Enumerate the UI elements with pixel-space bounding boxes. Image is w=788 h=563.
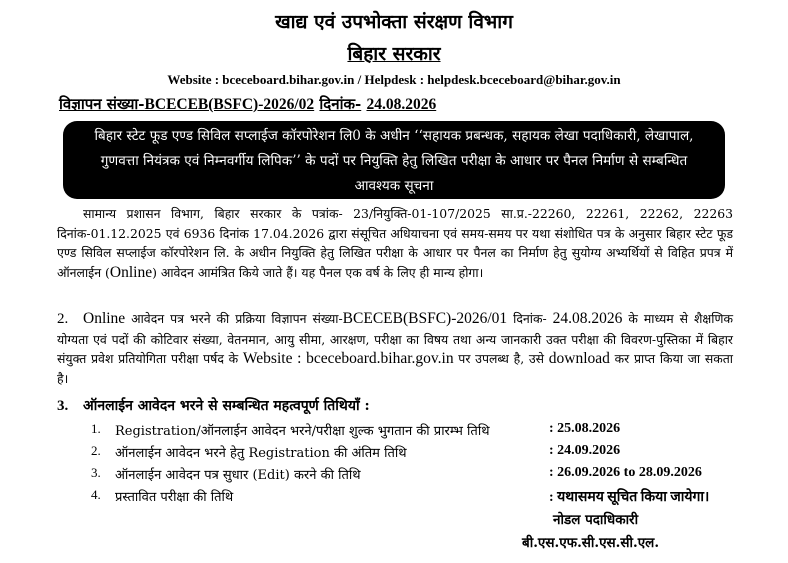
paragraph-2 — [57, 309, 733, 388]
advertisement-label: विज्ञापन संख्या- — [59, 95, 145, 113]
section-3-number: 3. — [57, 398, 69, 414]
advertisement-number: BCECEB(BSFC)-2026/02 — [144, 96, 315, 113]
paragraph-1-text-a: सामान्य प्रशासन विभाग, बिहार सरकार के पत्रांक- 23/नियुक्ति-01-107/2025 सा.प्र.-22260, 22261, 22262, 22263 दिनांक-01.12.2025 एवं 6936 दिनांक 17.04.2026 द्वारा संसूचित अधियाचना एवं समय-समय पर यथा संशोधित पत्र के अनुसार बिहार स्टेट फूड एण्ड सिविल सप्लाईज कॉरपोरेशन लि. के अधीन नियुक्ति हेतु लिखित परीक्षा के आधार पर पैनल का निर्माण हेतु सुयोग्य अभ्यर्थियों से विहित प्रपत्र में ऑनलाईन ( — [57, 206, 734, 280]
date-row-value: : 24.09.2026 — [549, 443, 621, 458]
paragraph-2-text-e: कर प्राप्त किया जा सकता है। — [57, 351, 733, 386]
important-dates-title: ऑनलाईन आवेदन भरने से सम्बन्धित महत्वपूर्ण तिथियाँ : — [83, 398, 370, 414]
important-dates-heading — [57, 396, 370, 415]
signatory-organization: बी.एस.एफ.सी.एस.सी.एल. — [522, 535, 660, 551]
advertisement-date-label: दिनांक- — [319, 95, 362, 113]
paragraph-2-text-c: के माध्यम से शैक्षणिक योग्यता एवं पदों की कोटिवार संख्या, वेतनमान, आयु सीमा, आरक्षण, परीक्षा का विषय तथा अन्य जानकारी उक्त परीक्षा की विवरण-पुस्तिका में बिहार संयुक्त प्रवेश प्रतियोगिता परीक्षा पर्षद के — [57, 311, 733, 366]
online-term: Online — [109, 263, 153, 281]
paragraph-2-number: 2. — [57, 311, 69, 327]
government-title — [55, 40, 733, 66]
online-term-2: Online — [83, 310, 126, 327]
notice-banner: बिहार स्टेट फूड एण्ड सिविल सप्लाईज कॉरपोरेशन लि0 के अधीन ‘‘सहायक प्रबन्धक, सहायक लेखा पदाधिकारी, लेखापाल, गुणवत्ता नियंत्रक एवं निम्नवर्गीय लिपिक’’ के पदों पर नियुक्ति हेतु लिखित परीक्षा के आधार पर पैनल निर्माण से सम्बन्धित आवश्यक सूचना — [63, 121, 725, 199]
download-term: download — [548, 350, 610, 367]
date-row-label: प्रस्तावित परीक्षा की तिथि — [115, 490, 234, 505]
website-link[interactable]: Website : bceceboard.bihar.gov.in — [242, 350, 454, 367]
date-row — [91, 487, 733, 509]
reference-advertisement-date: 24.08.2026 — [552, 310, 623, 327]
notice-page — [55, 0, 733, 563]
date-row-label: Registration/ऑनलाईन आवेदन भरने/परीक्षा शुल्क भुगतान की प्रारम्भ तिथि — [115, 424, 490, 439]
advertisement-number-line — [59, 94, 436, 114]
department-title: खाद्य एवं उपभोक्ता संरक्षण विभाग — [275, 11, 513, 33]
website-helpdesk-line: Website : bceceboard.bihar.gov.in / Helpdesk : helpdesk.bceceboard@bihar.gov.in — [167, 72, 621, 87]
date-row-number: 2. — [91, 443, 101, 458]
date-row — [91, 443, 733, 465]
date-row — [91, 421, 733, 443]
date-row-number: 3. — [91, 465, 101, 480]
date-row — [91, 465, 733, 487]
paragraph-2-text-a: आवेदन पत्र भरने की प्रक्रिया विज्ञापन संख्या- — [125, 311, 343, 326]
paragraph-2-text-b: दिनांक- — [507, 311, 553, 326]
date-row-value: : 26.09.2026 to 28.09.2026 — [549, 465, 702, 480]
advertisement-date: 24.08.2026 — [366, 96, 437, 113]
date-row-label: ऑनलाईन आवेदन भरने हेतु Registration की अंतिम तिथि — [115, 446, 407, 461]
paragraph-1-text-b: ) आवेदन आमंत्रित किये जाते हैं। यह पैनल एक वर्ष के लिए ही मान्य होगा। — [152, 264, 484, 280]
date-row-number: 4. — [91, 487, 101, 502]
date-row-label: ऑनलाईन आवेदन पत्र सुधार (Edit) करने की तिथि — [115, 468, 361, 483]
date-row-value: : यथासमय सूचित किया जायेगा। — [549, 490, 710, 505]
reference-advertisement-number: BCECEB(BSFC)-2026/01 — [342, 310, 508, 327]
government-name: बिहार सरकार — [347, 43, 441, 65]
signatory-title: नोडल पदाधिकारी — [553, 512, 639, 528]
date-row-value: : 25.08.2026 — [549, 421, 621, 436]
paragraph-1 — [57, 204, 733, 282]
paragraph-2-text-d: पर उपलब्ध है, उसे — [453, 351, 549, 366]
date-row-number: 1. — [91, 421, 101, 436]
